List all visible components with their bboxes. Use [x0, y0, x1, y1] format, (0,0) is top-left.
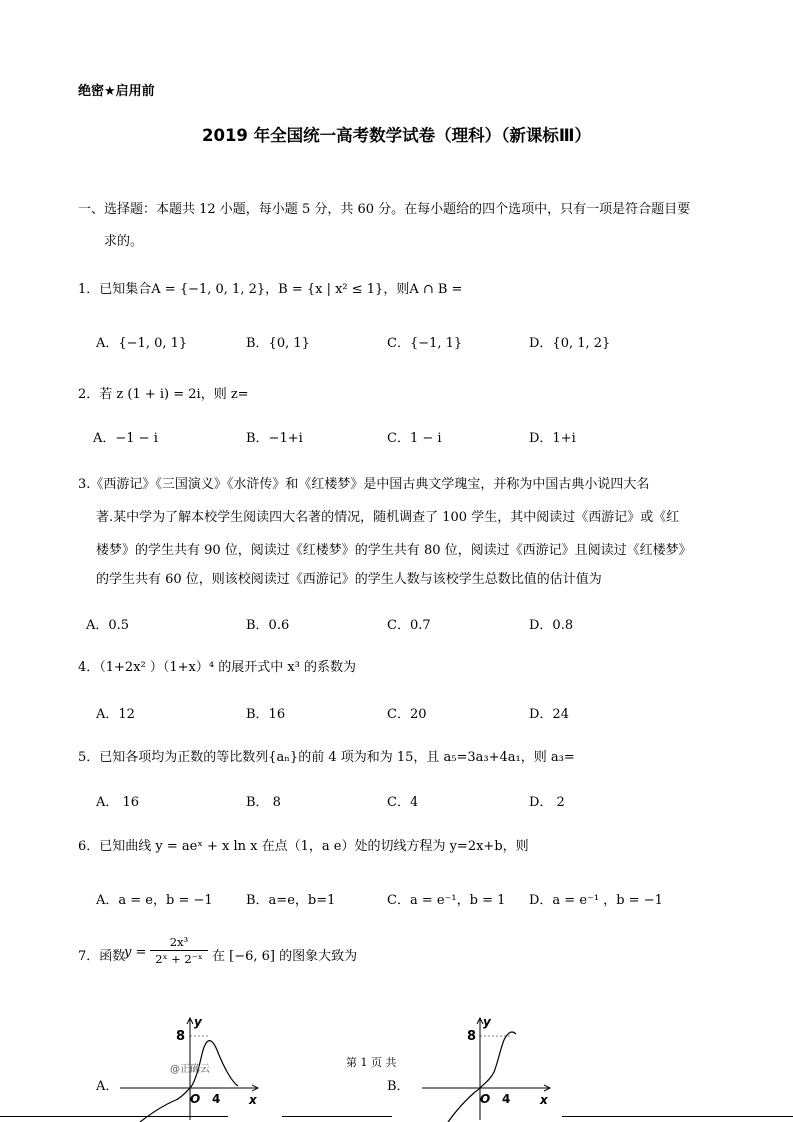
graph-b-origin: O — [480, 1092, 491, 1106]
q1-option-d: D．{0, 1, 2} — [529, 336, 611, 351]
footer-rule-right — [562, 1116, 793, 1117]
q7-option-a: A． — [96, 1079, 119, 1094]
page-number: 第 1 页 共 — [346, 1056, 397, 1069]
footer-rule-middle — [282, 1116, 392, 1117]
q3-option-c: C．0.7 — [387, 618, 431, 633]
fraction-numerator: 2x³ — [150, 934, 208, 951]
question-3-stem-line4: 的学生共有 60 位，则该校阅读过《西游记》的学生人数与该校学生总数比值的估计值为 — [96, 572, 602, 587]
question-5-stem: 5．已知各项均为正数的等比数列{aₙ}的前 4 项为和为 15，且 a₅=3a₃+4a₁，则 a₃= — [78, 750, 575, 765]
graph-b-x-tick: 4 — [502, 1092, 511, 1106]
question-3-stem-line1: 3.《西游记》《三国演义》《水浒传》和《红楼梦》是中国古典文学瑰宝，并称为中国古典小说四大名 — [78, 477, 650, 492]
graph-a-y-label: y — [194, 1015, 202, 1029]
fraction-denominator: 2ˣ + 2⁻ˣ — [155, 952, 203, 966]
section-heading-cont: 求的。 — [104, 234, 144, 249]
q6-option-c: C．a = e⁻¹，b = 1 — [387, 893, 506, 908]
graph-b-curve — [448, 1032, 516, 1122]
q2-option-c: C．1 − i — [387, 431, 442, 446]
section-heading: 一、选择题：本题共 12 小题，每小题 5 分，共 60 分。在每小题给的四个选项中，只有一项是符合题目要 — [78, 202, 691, 217]
graph-b-x-label: x — [540, 1093, 548, 1107]
question-7-fraction — [150, 934, 208, 967]
question-7-y: y = — [124, 945, 147, 960]
question-7-suffix: 在 [−6, 6] 的图象大致为 — [212, 949, 358, 964]
graph-a-curve — [140, 1041, 238, 1122]
q2-option-b: B．−1+i — [246, 431, 303, 446]
page-title: 2019 年全国统一高考数学试卷（理科）（新课标Ⅲ） — [201, 126, 591, 145]
watermark-text: @正确云 — [170, 1064, 210, 1075]
graph-a-origin: O — [190, 1092, 201, 1106]
q6-option-a: A．a = e，b = −1 — [96, 893, 213, 908]
graph-a-x-label: x — [249, 1093, 257, 1107]
question-1-stem: 1．已知集合A = {−1, 0, 1, 2}，B = {x | x² ≤ 1}，则A ∩ B = — [78, 282, 463, 297]
question-3-stem-line2: 著.某中学为了解本校学生阅读四大名著的情况，随机调查了 100 学生，其中阅读过《西游记》或《红 — [96, 510, 680, 525]
graph-a-y-tick: 8 — [176, 1029, 186, 1044]
q4-option-c: C．20 — [387, 707, 427, 722]
graph-b-y-tick: 8 — [467, 1029, 477, 1044]
graph-a — [118, 1012, 270, 1122]
question-7-prefix: 7．函数 — [78, 949, 126, 964]
q2-option-a: A．−1 − i — [93, 431, 158, 446]
q1-option-a: A．{−1, 0, 1} — [96, 336, 188, 351]
q3-option-a: A．0.5 — [86, 618, 130, 633]
q6-option-d: D．a = e⁻¹ ，b = −1 — [529, 893, 663, 908]
q5-option-c: C．4 — [387, 795, 419, 810]
q7-option-b: B． — [387, 1079, 410, 1094]
q3-option-b: B．0.6 — [246, 618, 290, 633]
q5-option-a: A． 16 — [96, 795, 140, 810]
q5-option-d: D． 2 — [529, 795, 565, 810]
q6-option-b: B．a=e，b=1 — [246, 893, 336, 908]
q1-option-b: B．{0, 1} — [246, 336, 310, 351]
graph-a-x-tick: 4 — [212, 1092, 221, 1106]
q4-option-a: A．12 — [96, 707, 135, 722]
graph-b-y-label: y — [483, 1015, 491, 1029]
question-2-stem: 2．若 z (1 + i) = 2i，则 z= — [78, 387, 249, 402]
question-4-stem: 4．（1+2x² ）（1+x）⁴ 的展开式中 x³ 的系数为 — [78, 660, 357, 675]
question-3-stem-line3: 楼梦》的学生共有 90 位，阅读过《红楼梦》的学生共有 80 位，阅读过《西游记》且阅读过《红楼梦》 — [96, 543, 692, 558]
footer-rule-left — [0, 1116, 228, 1117]
secret-label: 绝密★启用前 — [78, 84, 155, 99]
q4-option-b: B．16 — [246, 707, 286, 722]
graph-b — [420, 1012, 560, 1122]
question-6-stem: 6．已知曲线 y = aeˣ + x ln x 在点（1，a e）处的切线方程为 y=2x+b，则 — [78, 839, 529, 854]
q1-option-c: C．{−1, 1} — [387, 336, 463, 351]
q3-option-d: D．0.8 — [529, 618, 574, 633]
q4-option-d: D．24 — [529, 707, 569, 722]
q5-option-b: B． 8 — [246, 795, 281, 810]
q2-option-d: D．1+i — [529, 431, 576, 446]
